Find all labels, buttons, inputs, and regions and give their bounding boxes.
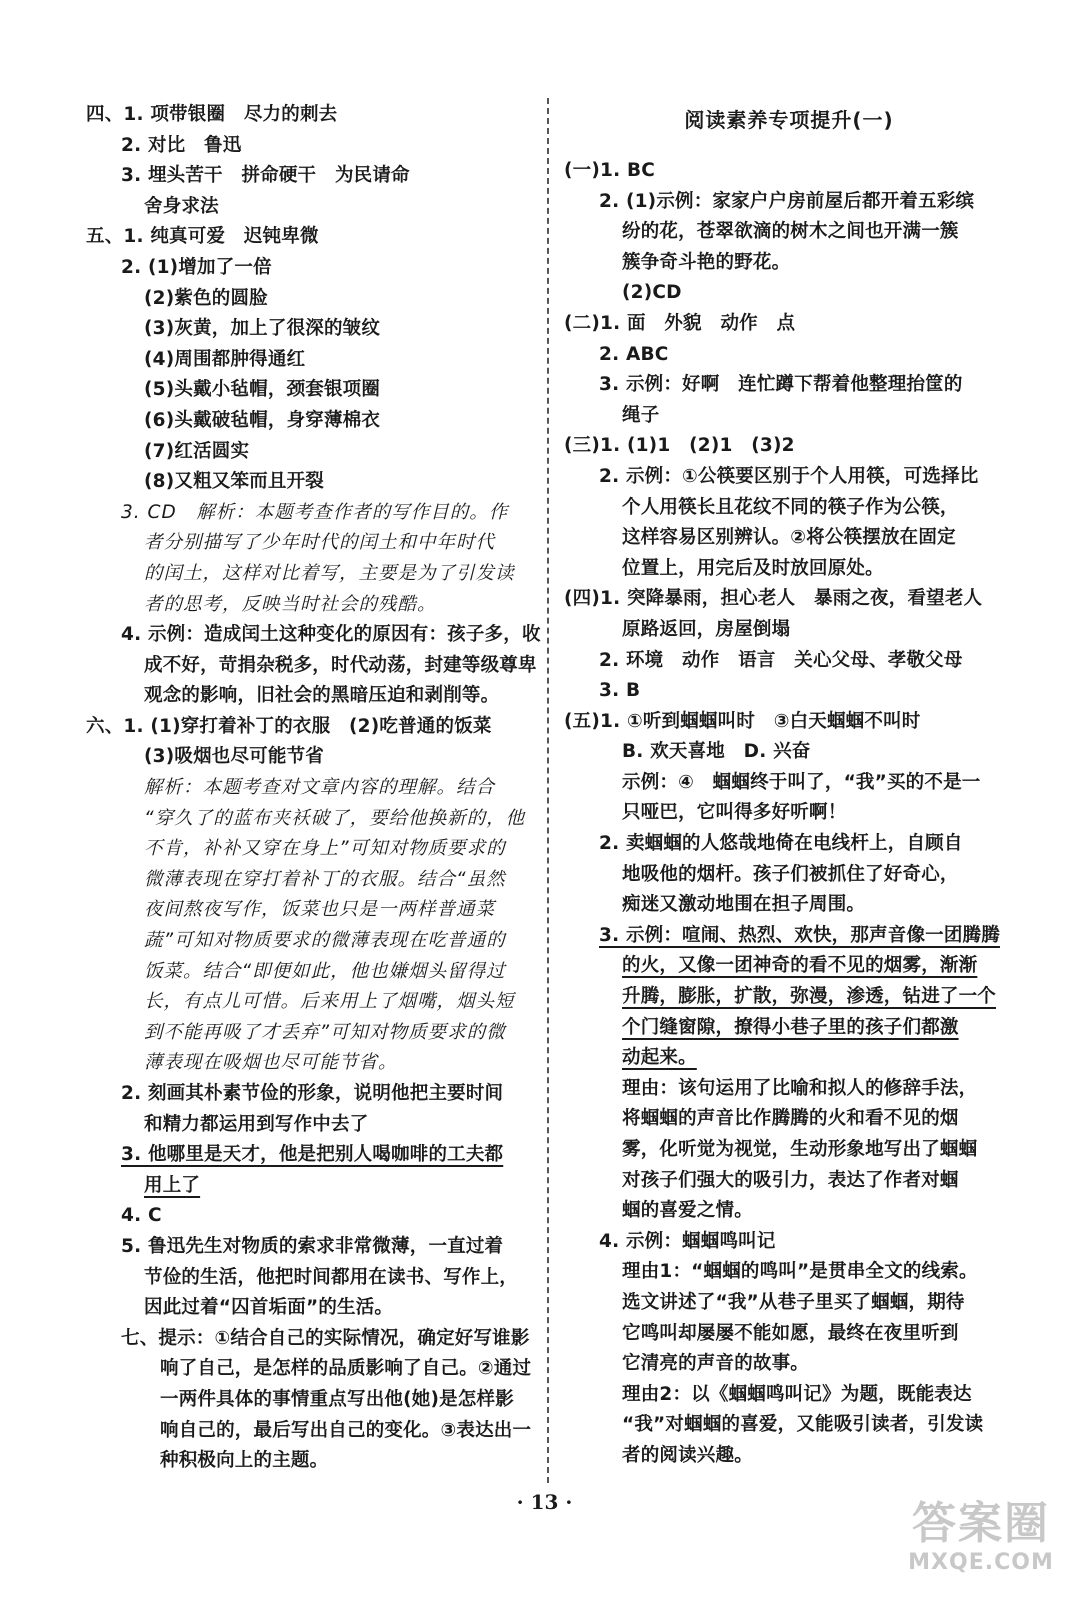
answer-line xyxy=(564,1410,1014,1441)
answer-line xyxy=(564,278,1014,309)
answer-line xyxy=(564,615,1014,646)
watermark-url: MXQE.COM xyxy=(908,1550,1054,1575)
answer-line-text: 它鸣叫却屡屡不能如愿，最终在夜里听到 xyxy=(622,1322,959,1344)
answer-line-text: 四、1. 项带银圈 尽力的刺去 xyxy=(86,104,338,125)
answer-line-text: 的闰土，这样对比着写，主要是为了引发读 xyxy=(144,562,515,584)
answer-line xyxy=(564,584,1014,615)
answer-line-text: (3)灰黄，加上了很深的皱纹 xyxy=(144,318,381,340)
answer-line xyxy=(86,1324,541,1355)
answer-line xyxy=(86,437,541,468)
answer-line-text: 微薄表现在穿打着补丁的衣服。结合“虽然 xyxy=(144,868,506,890)
answer-line-text: 一两件具体的事情重点写出他(她)是怎样影 xyxy=(160,1388,514,1410)
answer-line xyxy=(564,493,1014,524)
answer-line-text: 饭菜。结合“即便如此，他也嫌烟头留得过 xyxy=(144,960,506,982)
answer-line-text: 七、提示：①结合自己的实际情况，确定好写谁影 xyxy=(121,1327,530,1349)
answer-line-text: 绳子 xyxy=(622,404,660,426)
answer-line-text: 个人用筷长且花纹不同的筷子作为公筷， xyxy=(622,496,959,518)
answer-line xyxy=(86,742,541,773)
answer-line-text: (7)红活圆实 xyxy=(144,440,250,462)
answer-line xyxy=(86,987,541,1018)
answer-line xyxy=(564,1227,1014,1258)
answer-line-text: 将蝈蝈的声音比作腾腾的火和看不见的烟 xyxy=(622,1108,959,1130)
answer-line-text: 者的思考，反映当时社会的残酷。 xyxy=(144,593,437,615)
answer-line-text: (二)1. 面 外貌 动作 点 xyxy=(564,312,796,334)
answer-line-text: 用上了 xyxy=(144,1174,201,1196)
answer-line xyxy=(86,406,541,437)
answer-line-text: 响了自己，是怎样的品质影响了自己。②通过 xyxy=(160,1358,532,1380)
answer-line-text: 2. 示例：①公筷要区别于个人用筷，可选择比 xyxy=(599,465,979,487)
answer-line xyxy=(564,646,1014,677)
answer-line-text: (2)紫色的圆脸 xyxy=(144,287,268,309)
answer-line xyxy=(86,467,541,498)
answer-line xyxy=(564,431,1014,462)
answer-line-text: (三)1. (1)1 (2)1 (3)2 xyxy=(564,435,795,457)
answer-line-text: 长，有点儿可惜。后来用上了烟嘴，烟头短 xyxy=(144,991,515,1013)
answer-line-text: 观念的影响，旧社会的黑暗压迫和剥削等。 xyxy=(144,685,500,707)
answer-line xyxy=(86,590,541,621)
section-title: 阅读素养专项提升(一) xyxy=(684,108,894,132)
answer-line-text: (6)头戴破毡帽，身穿薄棉衣 xyxy=(144,409,381,431)
answer-line xyxy=(564,737,1014,768)
answer-line-text: 理由2：以《蝈蝈鸣叫记》为题，既能表达 xyxy=(622,1383,972,1405)
answer-line xyxy=(564,951,1014,982)
right-column-body xyxy=(564,156,1014,1472)
answer-line xyxy=(564,156,1014,187)
answer-line-text: 蝈的喜爱之情。 xyxy=(622,1200,753,1222)
answer-line-text: (5)头戴小毡帽，颈套银项圈 xyxy=(144,379,381,401)
answer-line-text: 和精力都运用到写作中去了 xyxy=(144,1113,369,1135)
answer-line-text: 3. CD 解析：本题考查作者的写作目的。作 xyxy=(121,501,509,523)
answer-line-text: 示例：④ 蝈蝈终于叫了，“我”买的不是一 xyxy=(622,771,981,793)
answer-line xyxy=(86,1446,541,1477)
answer-line xyxy=(86,314,541,345)
answer-line-text: 3. 示例：喧闹、热烈、欢快，那声音像一团腾腾 xyxy=(599,924,1000,946)
answer-line xyxy=(86,1171,541,1202)
answer-line-text: 者分别描写了少年时代的闰土和中年时代 xyxy=(144,532,496,554)
answer-line xyxy=(86,1018,541,1049)
answer-line-text: 4. 示例：造成闰土这种变化的原因有：孩子多，收 xyxy=(121,624,541,646)
answer-line-text: 舍身求法 xyxy=(144,195,219,217)
answer-line-text: 只哑巴，它叫得多好听啊！ xyxy=(622,802,847,824)
answer-line xyxy=(564,462,1014,493)
answer-line xyxy=(564,707,1014,738)
answer-line-text: 2. ABC xyxy=(599,343,669,365)
answer-line-text: 2. 刻画其朴素节俭的形象，说明他把主要时间 xyxy=(121,1083,504,1104)
answer-line xyxy=(86,528,541,559)
answer-line-text: 理由：该句运用了比喻和拟人的修辞手法， xyxy=(622,1077,978,1099)
answer-line xyxy=(564,340,1014,371)
answer-line xyxy=(564,768,1014,799)
answer-line-text: 2. (1)增加了一倍 xyxy=(121,256,272,278)
answer-line-text: (8)又粗又笨而且开裂 xyxy=(144,471,324,493)
answer-line xyxy=(564,401,1014,432)
answer-line xyxy=(86,161,541,192)
answer-line-text: 痴迷又激动地围在担子周围。 xyxy=(622,894,866,916)
answer-line-text: 2. 卖蝈蝈的人悠哉地倚在电线杆上，自顾自 xyxy=(599,833,963,855)
answer-line-text: 因此过着“囚首垢面”的生活。 xyxy=(144,1297,394,1319)
answer-line-text: (五)1. ①听到蝈蝈叫时 ③白天蝈蝈不叫时 xyxy=(564,710,921,732)
answer-line-text: “穿久了的蓝布夹袄破了，要给他换新的，他 xyxy=(144,807,526,829)
answer-line-text: (2)CD xyxy=(622,282,682,304)
answer-line xyxy=(564,676,1014,707)
left-column xyxy=(86,100,541,1477)
answer-line xyxy=(86,1140,541,1171)
answer-line xyxy=(86,1232,541,1263)
answer-line-text: 4. C xyxy=(121,1205,162,1227)
answer-line-text: (4)周围都肿得通红 xyxy=(144,348,306,370)
answer-line xyxy=(86,1048,541,1079)
answer-line-text: 3. 他哪里是天才，他是把别人喝咖啡的工夫都 xyxy=(121,1144,504,1166)
answer-line-text: 成不好，苛捐杂税多，时代动荡，封建等级尊卑 xyxy=(144,654,537,676)
answer-line xyxy=(86,1263,541,1294)
answer-line-text: (一)1. BC xyxy=(564,160,656,181)
answer-line-text: 响自己的，最后写出自己的变化。③表达出一 xyxy=(160,1419,532,1441)
answer-line-text: 解析：本题考查对文章内容的理解。结合 xyxy=(144,777,496,799)
answer-line xyxy=(564,1043,1014,1074)
answer-line-text: 2. (1)示例：家家户户房前屋后都开着五彩缤 xyxy=(599,190,975,212)
watermark-logo xyxy=(891,1498,1071,1590)
answer-line xyxy=(564,370,1014,401)
answer-line-text: 者的阅读兴趣。 xyxy=(622,1444,753,1466)
answer-line-text: 理由1：“蝈蝈的鸣叫”是贯串全文的线索。 xyxy=(622,1261,978,1283)
answer-line xyxy=(564,1166,1014,1197)
answer-line-text: 原路返回，房屋倒塌 xyxy=(622,618,791,640)
answer-line-text: 2. 对比 鲁迅 xyxy=(121,134,242,156)
answer-line xyxy=(86,345,541,376)
answer-line xyxy=(564,1319,1014,1350)
answer-line xyxy=(86,834,541,865)
answer-line xyxy=(564,187,1014,218)
answer-line xyxy=(86,375,541,406)
answer-line xyxy=(86,1416,541,1447)
answer-line xyxy=(86,895,541,926)
answer-line xyxy=(564,1349,1014,1380)
answer-line xyxy=(564,1380,1014,1411)
answer-line xyxy=(86,1110,541,1141)
answer-line xyxy=(564,309,1014,340)
answer-line-text: 选文讲述了“我”从巷子里买了蝈蝈，期待 xyxy=(622,1291,965,1313)
answer-line xyxy=(86,131,541,162)
answer-line xyxy=(86,1385,541,1416)
answer-line-text: 5. 鲁迅先生对物质的索求非常微薄，一直过着 xyxy=(121,1235,504,1257)
answer-line xyxy=(86,253,541,284)
answer-line-text: 蔬”可知对物质要求的微薄表现在吃普通的 xyxy=(144,930,506,952)
answer-line xyxy=(86,957,541,988)
answer-line-text: 这样容易区别辨认。②将公筷摆放在固定 xyxy=(622,527,956,549)
answer-line-text: 纷的花，苍翠欲滴的树木之间也开满一簇 xyxy=(622,221,959,243)
answer-line xyxy=(86,926,541,957)
column-divider xyxy=(547,98,549,1483)
answer-line xyxy=(564,798,1014,829)
answer-line-text: 薄表现在吸烟也尽可能节省。 xyxy=(144,1052,398,1074)
answer-line xyxy=(86,712,541,743)
answer-line-text: 节俭的生活，他把时间都用在读书、写作上， xyxy=(144,1266,519,1288)
answer-line xyxy=(86,222,541,253)
page-number: · 13 · xyxy=(516,1490,573,1514)
answer-line-text: (四)1. 突降暴雨，担心老人 暴雨之夜，看望老人 xyxy=(564,588,983,610)
answer-line xyxy=(86,865,541,896)
answer-line xyxy=(86,1201,541,1232)
answer-line xyxy=(86,559,541,590)
answer-line xyxy=(564,982,1014,1013)
answer-line xyxy=(564,860,1014,891)
answer-line-text: 升腾，膨胀，扩散，弥漫，渗透，钻进了一个 xyxy=(622,986,997,1008)
answer-line-text: 五、1. 纯真可爱 迟钝卑微 xyxy=(86,226,319,248)
answer-line-text: 位置上，用完后及时放回原处。 xyxy=(622,557,884,579)
answer-line-text: 雾，化听觉为视觉，生动形象地写出了蝈蝈 xyxy=(622,1139,978,1160)
answer-line xyxy=(86,620,541,651)
right-column xyxy=(564,100,1014,1472)
answer-line xyxy=(86,681,541,712)
answer-line-text: “我”对蝈蝈的喜爱，又能吸引读者，引发读 xyxy=(622,1414,984,1436)
answer-line xyxy=(86,1354,541,1385)
watermark-text: 答案圈 xyxy=(912,1498,1050,1549)
answer-line xyxy=(86,773,541,804)
answer-line-text: B. 欢天喜地 D. 兴奋 xyxy=(622,741,811,763)
answer-line xyxy=(564,1441,1014,1472)
answer-line-text: 动起来。 xyxy=(622,1047,697,1069)
answer-line-text: 3. 示例：好啊 连忙蹲下帮着他整理抬筐的 xyxy=(599,374,963,396)
answer-line-text: 地吸他的烟杆。孩子们被抓住了好奇心， xyxy=(622,863,959,885)
answer-line-text: 不肯，补补又穿在身上”可知对物质要求的 xyxy=(144,838,506,860)
answer-line xyxy=(86,1079,541,1110)
answer-line-text: (3)吸烟也尽可能节省 xyxy=(144,746,324,768)
answer-line-text: 4. 示例：蝈蝈鸣叫记 xyxy=(599,1230,776,1252)
answer-line xyxy=(86,804,541,835)
answer-line xyxy=(86,651,541,682)
answer-line-text: 它清亮的声音的故事。 xyxy=(622,1353,810,1375)
answer-line xyxy=(564,890,1014,921)
answer-line xyxy=(564,1074,1014,1105)
answer-line xyxy=(564,1013,1014,1044)
answer-line xyxy=(86,100,541,131)
answer-line xyxy=(564,217,1014,248)
answer-line xyxy=(564,1135,1014,1166)
answer-line-text: 簇争奇斗艳的野花。 xyxy=(622,251,791,273)
answer-line-text: 个门缝窗隙，撩得小巷子里的孩子们都激 xyxy=(622,1016,959,1038)
answer-line xyxy=(86,498,541,529)
answer-line-text: 六、1. (1)穿打着补丁的衣服 (2)吃普通的饭菜 xyxy=(86,715,492,737)
answer-line-text: 2. 环境 动作 语言 关心父母、孝敬父母 xyxy=(599,649,963,671)
answer-line-text: 的火，又像一团神奇的看不见的烟雾，渐渐 xyxy=(622,955,978,977)
answer-line xyxy=(86,192,541,223)
answer-line-text: 到不能再吸了才丢弃”可知对物质要求的微 xyxy=(144,1021,506,1043)
answer-line xyxy=(564,523,1014,554)
answer-line xyxy=(564,1288,1014,1319)
answer-line xyxy=(564,248,1014,279)
answer-line xyxy=(564,829,1014,860)
answer-line xyxy=(86,1293,541,1324)
answer-line xyxy=(564,554,1014,585)
answer-line xyxy=(564,921,1014,952)
answer-line-text: 对孩子们强大的吸引力，表达了作者对蝈 xyxy=(622,1169,959,1191)
answer-line xyxy=(86,284,541,315)
answer-line xyxy=(564,1257,1014,1288)
answer-line-text: 夜间熬夜写作，饭菜也只是一两样普通菜 xyxy=(144,899,496,921)
answer-line-text: 3. 埋头苦干 拼命硬干 为民请命 xyxy=(121,165,410,187)
answer-line xyxy=(564,1196,1014,1227)
answer-line-text: 种积极向上的主题。 xyxy=(160,1450,329,1472)
answer-line-text: 3. B xyxy=(599,680,641,702)
answer-line xyxy=(564,1104,1014,1135)
